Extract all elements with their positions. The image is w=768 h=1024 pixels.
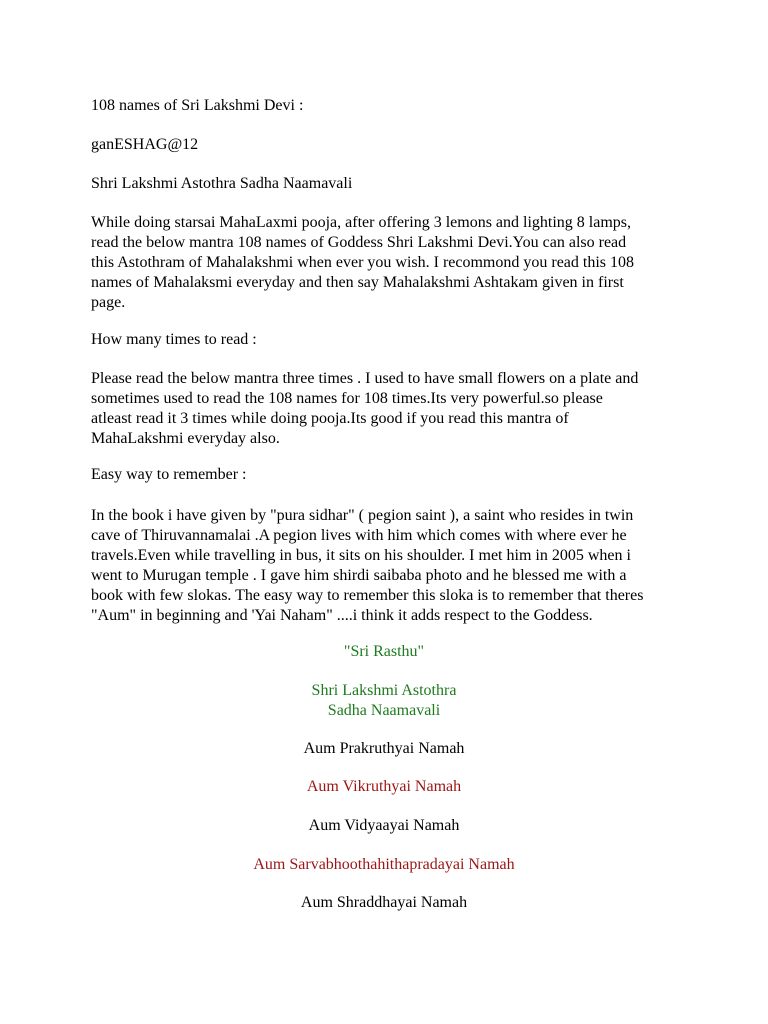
how-many-line: sometimes used to read the 108 names for 108 times.Its very powerful.so please xyxy=(91,390,603,407)
easy-heading: Easy way to remember : xyxy=(91,466,247,483)
easy-paragraph xyxy=(91,506,691,626)
how-many-line: atleast read it 3 times while doing pooja.Its good if you read this mantra of xyxy=(91,410,569,427)
how-many-line: Please read the below mantra three times . I used to have small flowers on a plate and xyxy=(91,370,639,387)
center-title xyxy=(0,681,768,721)
name-line: Aum Vikruthyai Namah xyxy=(306,778,462,795)
center-title-line: Shri Lakshmi Astothra xyxy=(311,682,457,699)
name-line: Aum Vidyaayai Namah xyxy=(308,817,460,834)
subtitle-line: Shri Lakshmi Astothra Sadha Naamavali xyxy=(91,175,353,192)
name-line: Aum Prakruthyai Namah xyxy=(303,740,465,757)
how-many-paragraph xyxy=(91,369,691,449)
center-title-line: Sadha Naamavali xyxy=(327,702,441,719)
sri-rasthu-line: "Sri Rasthu" xyxy=(343,643,425,660)
easy-line: In the book i have given by "pura sidhar" ( pegion saint ), a saint who resides in twin xyxy=(91,507,634,524)
intro-paragraph xyxy=(91,213,691,313)
author-line: ganESHAG@12 xyxy=(91,136,199,153)
easy-line: went to Murugan temple . I gave him shirdi saibaba photo and he blessed me with a xyxy=(91,567,627,584)
intro-line: names of Mahalaksmi everyday and then say Mahalakshmi Ashtakam given in first xyxy=(91,274,624,291)
name-line: Aum Shraddhayai Namah xyxy=(300,894,468,911)
intro-line: While doing starsai MahaLaxmi pooja, after offering 3 lemons and lighting 8 lamps, xyxy=(91,214,632,231)
easy-line: book with few slokas. The easy way to remember this sloka is to remember that theres xyxy=(91,587,644,604)
easy-line: "Aum" in beginning and 'Yai Naham" ....i think it adds respect to the Goddess. xyxy=(91,607,593,624)
intro-line: page. xyxy=(91,294,126,311)
easy-line: cave of Thiruvannamalai .A pegion lives with him which comes with where ever he xyxy=(91,527,627,544)
easy-line: travels.Even while travelling in bus, it sits on his shoulder. I met him in 2005 when i xyxy=(91,547,631,564)
document-title: 108 names of Sri Lakshmi Devi : xyxy=(91,97,304,114)
intro-line: read the below mantra 108 names of Goddess Shri Lakshmi Devi.You can also read xyxy=(91,234,627,251)
how-many-heading: How many times to read : xyxy=(91,331,257,348)
how-many-line: MahaLakshmi everyday also. xyxy=(91,430,280,447)
intro-line: this Astothram of Mahalakshmi when ever you wish. I recommond you read this 108 xyxy=(91,254,635,271)
name-line: Aum Sarvabhoothahithapradayai Namah xyxy=(253,856,515,873)
